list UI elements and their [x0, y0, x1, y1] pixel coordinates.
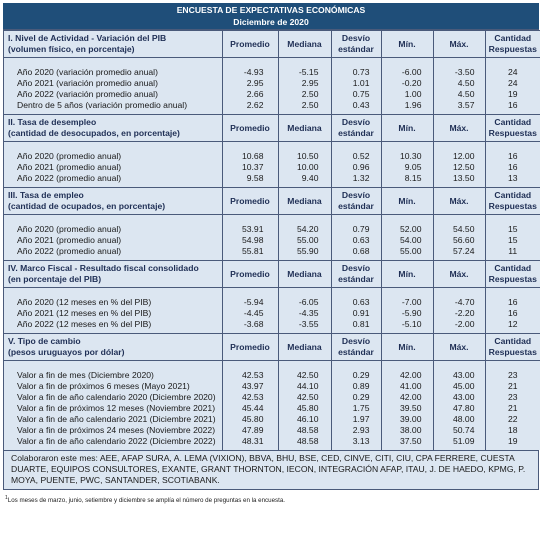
value-std-dev: 1.32	[331, 173, 381, 184]
value-std-dev: 0.81	[331, 319, 381, 330]
section-subtitle-line: (pesos uruguayos por dólar)	[8, 347, 125, 357]
section-spacer-row	[4, 361, 540, 371]
value-std-dev: 3.13	[331, 436, 381, 447]
value-median: 10.00	[278, 162, 331, 173]
value-median: 45.80	[278, 403, 331, 414]
section-spacer-row	[4, 288, 540, 298]
spacer-cell	[222, 142, 278, 152]
value-std-dev: 0.68	[331, 246, 381, 257]
spacer-cell	[222, 447, 278, 450]
value-count: 15	[485, 224, 540, 235]
value-average: 42.53	[222, 370, 278, 381]
row-label: Año 2022 (promedio anual)	[4, 173, 222, 184]
value-max: 54.50	[433, 224, 485, 235]
data-row	[4, 67, 540, 78]
value-count: 19	[485, 436, 540, 447]
value-max: -2.20	[433, 308, 485, 319]
value-min: -5.90	[381, 308, 433, 319]
value-average: 10.37	[222, 162, 278, 173]
survey-table-body	[4, 31, 540, 451]
data-row	[4, 392, 540, 403]
section-title	[4, 115, 222, 142]
column-header-count-line1: Cantidad	[494, 263, 532, 273]
column-header-std-dev	[331, 31, 381, 58]
value-average: 42.53	[222, 392, 278, 403]
value-count: 16	[485, 162, 540, 173]
column-header-median: Mediana	[278, 115, 331, 142]
value-count: 12	[485, 319, 540, 330]
value-count: 16	[485, 297, 540, 308]
spacer-cell	[4, 58, 222, 68]
column-header-count-line2: Respuestas	[488, 201, 537, 211]
value-count: 21	[485, 381, 540, 392]
column-header-count-line2: Respuestas	[488, 128, 537, 138]
value-std-dev: 0.29	[331, 370, 381, 381]
spacer-cell	[222, 58, 278, 68]
value-std-dev: 0.29	[331, 392, 381, 403]
column-header-count	[485, 115, 540, 142]
value-min: 10.30	[381, 151, 433, 162]
value-min: 38.00	[381, 425, 433, 436]
value-std-dev: 0.91	[331, 308, 381, 319]
value-count: 13	[485, 173, 540, 184]
data-row	[4, 151, 540, 162]
column-header-max: Máx.	[433, 31, 485, 58]
value-min: -7.00	[381, 297, 433, 308]
data-row	[4, 403, 540, 414]
value-median: 9.40	[278, 173, 331, 184]
data-row	[4, 78, 540, 89]
value-max: 56.60	[433, 235, 485, 246]
value-min: 1.00	[381, 89, 433, 100]
spacer-cell	[433, 142, 485, 152]
section-title-line: IV. Marco Fiscal - Resultado fiscal consolidado	[8, 263, 199, 273]
value-std-dev: 0.52	[331, 151, 381, 162]
spacer-cell	[485, 142, 540, 152]
row-label: Año 2021 (promedio anual)	[4, 162, 222, 173]
row-label: Valor a fin de año calendario 2020 (Diciembre 2020)	[4, 392, 222, 403]
spacer-cell	[278, 215, 331, 225]
column-header-min: Mín.	[381, 261, 433, 288]
data-row	[4, 297, 540, 308]
value-average: -5.94	[222, 297, 278, 308]
value-median: 42.50	[278, 392, 331, 403]
value-count: 16	[485, 151, 540, 162]
data-row	[4, 308, 540, 319]
spacer-cell	[381, 361, 433, 371]
value-count: 22	[485, 414, 540, 425]
value-median: 2.95	[278, 78, 331, 89]
column-header-min: Mín.	[381, 115, 433, 142]
row-label: Valor a fin de mes (Diciembre 2020)	[4, 370, 222, 381]
column-header-std-dev-line1: Desvío	[341, 33, 371, 43]
column-header-count	[485, 261, 540, 288]
spacer-cell	[331, 142, 381, 152]
value-median: 10.50	[278, 151, 331, 162]
row-label: Valor a fin de año calendario 2021 (Diciembre 2021)	[4, 414, 222, 425]
row-label: Año 2020 (promedio anual)	[4, 151, 222, 162]
column-header-min: Mín.	[381, 334, 433, 361]
spacer-cell	[222, 215, 278, 225]
value-min: 37.50	[381, 436, 433, 447]
value-median: -5.15	[278, 67, 331, 78]
survey-banner	[3, 3, 539, 29]
spacer-cell	[485, 447, 540, 450]
spacer-cell	[433, 58, 485, 68]
section-spacer-row	[4, 215, 540, 225]
row-label: Año 2021 (variación promedio anual)	[4, 78, 222, 89]
value-std-dev: 0.89	[331, 381, 381, 392]
spacer-cell	[331, 58, 381, 68]
data-row	[4, 436, 540, 447]
column-header-average: Promedio	[222, 334, 278, 361]
section-title-line: V. Tipo de cambio	[8, 336, 81, 346]
column-header-count-line1: Cantidad	[494, 33, 532, 43]
section-spacer-row	[4, 142, 540, 152]
column-header-median: Mediana	[278, 334, 331, 361]
value-count: 11	[485, 246, 540, 257]
spacer-cell	[4, 288, 222, 298]
section-subtitle-line: (cantidad de desocupados, en porcentaje)	[8, 128, 180, 138]
row-label: Año 2022 (variación promedio anual)	[4, 89, 222, 100]
row-label: Año 2021 (promedio anual)	[4, 235, 222, 246]
section-title	[4, 188, 222, 215]
section-title-line: II. Tasa de desempleo	[8, 117, 97, 127]
section-header-row	[4, 31, 540, 58]
value-max: 3.57	[433, 100, 485, 111]
value-median: -6.05	[278, 297, 331, 308]
value-average: 45.80	[222, 414, 278, 425]
value-count: 15	[485, 235, 540, 246]
value-max: 4.50	[433, 89, 485, 100]
value-average: 45.44	[222, 403, 278, 414]
value-min: 42.00	[381, 392, 433, 403]
row-label: Año 2020 (promedio anual)	[4, 224, 222, 235]
value-std-dev: 1.97	[331, 414, 381, 425]
spacer-cell	[381, 447, 433, 450]
row-label: Valor a fin de próximos 12 meses (Noviembre 2021)	[4, 403, 222, 414]
value-min: 54.00	[381, 235, 433, 246]
value-median: 46.10	[278, 414, 331, 425]
spacer-cell	[381, 58, 433, 68]
data-row	[4, 246, 540, 257]
column-header-std-dev-line2: estándar	[338, 44, 374, 54]
value-count: 23	[485, 392, 540, 403]
row-label: Valor a fin de próximos 6 meses (Mayo 2021)	[4, 381, 222, 392]
spacer-cell	[331, 288, 381, 298]
value-max: 47.80	[433, 403, 485, 414]
value-max: 45.00	[433, 381, 485, 392]
value-min: 42.00	[381, 370, 433, 381]
value-average: 43.97	[222, 381, 278, 392]
data-row	[4, 370, 540, 381]
data-row	[4, 162, 540, 173]
value-std-dev: 1.75	[331, 403, 381, 414]
row-label: Año 2022 (12 meses en % del PIB)	[4, 319, 222, 330]
value-count: 23	[485, 370, 540, 381]
value-max: 51.09	[433, 436, 485, 447]
spacer-cell	[222, 361, 278, 371]
value-max: -4.70	[433, 297, 485, 308]
spacer-cell	[433, 447, 485, 450]
value-std-dev: 0.79	[331, 224, 381, 235]
value-max: 48.00	[433, 414, 485, 425]
column-header-std-dev-line2: estándar	[338, 201, 374, 211]
value-average: -4.93	[222, 67, 278, 78]
value-max: 12.00	[433, 151, 485, 162]
column-header-std-dev-line2: estándar	[338, 347, 374, 357]
value-average: 9.58	[222, 173, 278, 184]
value-std-dev: 0.75	[331, 89, 381, 100]
spacer-cell	[4, 361, 222, 371]
value-average: 2.66	[222, 89, 278, 100]
value-median: -3.55	[278, 319, 331, 330]
value-average: 47.89	[222, 425, 278, 436]
section-subtitle-line: (volumen físico, en porcentaje)	[8, 44, 135, 54]
value-average: -3.68	[222, 319, 278, 330]
spacer-cell	[331, 447, 381, 450]
spacer-cell	[278, 142, 331, 152]
column-header-median: Mediana	[278, 31, 331, 58]
spacer-cell	[278, 288, 331, 298]
value-median: -4.35	[278, 308, 331, 319]
value-max: 12.50	[433, 162, 485, 173]
value-count: 21	[485, 403, 540, 414]
spacer-cell	[381, 215, 433, 225]
value-min: 55.00	[381, 246, 433, 257]
column-header-average: Promedio	[222, 115, 278, 142]
column-header-count-line1: Cantidad	[494, 190, 532, 200]
value-median: 48.58	[278, 425, 331, 436]
survey-table	[4, 30, 540, 450]
contributors-note: Colaboraron este mes: AEE, AFAP SURA, A. LEMA (VIXION), BBVA, BHU, BSE, CED, CINVE, CITI, CIU, CPA FERRERE, CUESTA DUARTE, EQUIPOS CONSULTORES, EXANTE, GRANT THORNTON, IECON, INTEGRACIÓN AFAP, ITAU, J. DE HAEDO, KPMG, P. MOYA, PUENTE, PWC, SANTANDER, SCOTIABANK.	[3, 451, 539, 490]
survey-title: ENCUESTA DE EXPECTATIVAS ECONÓMICAS	[176, 5, 366, 15]
column-header-std-dev	[331, 261, 381, 288]
section-subtitle-line: (cantidad de ocupados, en porcentaje)	[8, 201, 166, 211]
value-min: -5.10	[381, 319, 433, 330]
data-row	[4, 414, 540, 425]
value-average: 54.98	[222, 235, 278, 246]
row-label: Valor a fin de próximos 24 meses (Noviembre 2022)	[4, 425, 222, 436]
row-label: Valor a fin de año calendario 2022 (Diciembre 2022)	[4, 436, 222, 447]
value-min: 9.05	[381, 162, 433, 173]
value-std-dev: 0.63	[331, 297, 381, 308]
column-header-max: Máx.	[433, 188, 485, 215]
column-header-count-line1: Cantidad	[494, 117, 532, 127]
row-label: Año 2021 (12 meses en % del PIB)	[4, 308, 222, 319]
value-average: -4.45	[222, 308, 278, 319]
spacer-cell	[485, 58, 540, 68]
data-row	[4, 224, 540, 235]
data-row	[4, 89, 540, 100]
value-median: 55.90	[278, 246, 331, 257]
value-max: 57.24	[433, 246, 485, 257]
section-title	[4, 261, 222, 288]
spacer-cell	[4, 215, 222, 225]
section-subtitle-line: (en porcentaje del PIB)	[8, 274, 102, 284]
value-count: 19	[485, 89, 540, 100]
value-median: 44.10	[278, 381, 331, 392]
value-count: 24	[485, 67, 540, 78]
spacer-cell	[222, 288, 278, 298]
value-average: 10.68	[222, 151, 278, 162]
data-row	[4, 381, 540, 392]
survey-sheet	[3, 3, 539, 504]
value-median: 42.50	[278, 370, 331, 381]
value-max: -3.50	[433, 67, 485, 78]
data-row	[4, 235, 540, 246]
column-header-std-dev-line1: Desvío	[341, 336, 371, 346]
column-header-count	[485, 31, 540, 58]
footnote-text: Los meses de marzo, junio, setiembre y diciembre se amplía el número de preguntas en la encuesta.	[7, 497, 285, 505]
section-header-row	[4, 115, 540, 142]
value-average: 2.95	[222, 78, 278, 89]
column-header-std-dev-line1: Desvío	[341, 190, 371, 200]
value-std-dev: 0.73	[331, 67, 381, 78]
column-header-median: Mediana	[278, 188, 331, 215]
value-average: 55.81	[222, 246, 278, 257]
value-max: 43.00	[433, 370, 485, 381]
column-header-count-line2: Respuestas	[488, 274, 537, 284]
spacer-cell	[433, 361, 485, 371]
value-count: 24	[485, 78, 540, 89]
column-header-count-line1: Cantidad	[494, 336, 532, 346]
section-title-line: I. Nivel de Actividad - Variación del PIB	[8, 33, 167, 43]
data-row	[4, 425, 540, 436]
spacer-cell	[381, 142, 433, 152]
spacer-cell	[485, 288, 540, 298]
column-header-max: Máx.	[433, 261, 485, 288]
value-min: -6.00	[381, 67, 433, 78]
survey-date: Diciembre de 2020	[233, 17, 309, 27]
value-std-dev: 1.01	[331, 78, 381, 89]
column-header-min: Mín.	[381, 31, 433, 58]
row-label: Año 2020 (12 meses en % del PIB)	[4, 297, 222, 308]
value-median: 2.50	[278, 89, 331, 100]
column-header-count-line2: Respuestas	[488, 44, 537, 54]
value-average: 53.91	[222, 224, 278, 235]
column-header-average: Promedio	[222, 31, 278, 58]
spacer-cell	[485, 361, 540, 371]
value-std-dev: 0.96	[331, 162, 381, 173]
value-min: 39.50	[381, 403, 433, 414]
value-average: 2.62	[222, 100, 278, 111]
value-median: 55.00	[278, 235, 331, 246]
value-count: 16	[485, 308, 540, 319]
row-label: Dentro de 5 años (variación promedio anual)	[4, 100, 222, 111]
value-max: 4.50	[433, 78, 485, 89]
spacer-cell	[331, 215, 381, 225]
value-median: 48.58	[278, 436, 331, 447]
spacer-cell	[433, 288, 485, 298]
value-max: -2.00	[433, 319, 485, 330]
spacer-cell	[433, 215, 485, 225]
data-row	[4, 100, 540, 111]
section-header-row	[4, 334, 540, 361]
spacer-cell	[278, 58, 331, 68]
column-header-std-dev-line1: Desvío	[341, 263, 371, 273]
footnote	[3, 495, 539, 504]
column-header-std-dev	[331, 334, 381, 361]
value-std-dev: 0.43	[331, 100, 381, 111]
column-header-average: Promedio	[222, 188, 278, 215]
value-median: 2.50	[278, 100, 331, 111]
value-count: 16	[485, 100, 540, 111]
footnote-marker: 1	[5, 495, 8, 501]
value-std-dev: 2.93	[331, 425, 381, 436]
column-header-max: Máx.	[433, 115, 485, 142]
row-label: Año 2020 (variación promedio anual)	[4, 67, 222, 78]
value-max: 13.50	[433, 173, 485, 184]
column-header-average: Promedio	[222, 261, 278, 288]
section-title	[4, 334, 222, 361]
data-row	[4, 319, 540, 330]
column-header-std-dev	[331, 188, 381, 215]
section-title-line: III. Tasa de empleo	[8, 190, 84, 200]
data-row	[4, 173, 540, 184]
spacer-cell	[278, 447, 331, 450]
value-min: 52.00	[381, 224, 433, 235]
section-bottom-pad-row	[4, 447, 540, 450]
column-header-std-dev-line1: Desvío	[341, 117, 371, 127]
section-spacer-row	[4, 58, 540, 68]
column-header-count-line2: Respuestas	[488, 347, 537, 357]
value-count: 18	[485, 425, 540, 436]
spacer-cell	[485, 215, 540, 225]
column-header-median: Mediana	[278, 261, 331, 288]
column-header-min: Mín.	[381, 188, 433, 215]
spacer-cell	[381, 288, 433, 298]
section-header-row	[4, 261, 540, 288]
survey-table-frame	[3, 29, 539, 451]
value-max: 43.00	[433, 392, 485, 403]
value-median: 54.20	[278, 224, 331, 235]
value-min: 41.00	[381, 381, 433, 392]
spacer-cell	[331, 361, 381, 371]
value-min: 8.15	[381, 173, 433, 184]
value-max: 50.74	[433, 425, 485, 436]
section-title	[4, 31, 222, 58]
column-header-std-dev-line2: estándar	[338, 274, 374, 284]
column-header-count	[485, 188, 540, 215]
spacer-cell	[4, 142, 222, 152]
column-header-max: Máx.	[433, 334, 485, 361]
column-header-std-dev	[331, 115, 381, 142]
value-min: 1.96	[381, 100, 433, 111]
column-header-count	[485, 334, 540, 361]
value-min: -0.20	[381, 78, 433, 89]
section-header-row	[4, 188, 540, 215]
value-min: 39.00	[381, 414, 433, 425]
spacer-cell	[4, 447, 222, 450]
value-average: 48.31	[222, 436, 278, 447]
column-header-std-dev-line2: estándar	[338, 128, 374, 138]
spacer-cell	[278, 361, 331, 371]
row-label: Año 2022 (promedio anual)	[4, 246, 222, 257]
value-std-dev: 0.63	[331, 235, 381, 246]
